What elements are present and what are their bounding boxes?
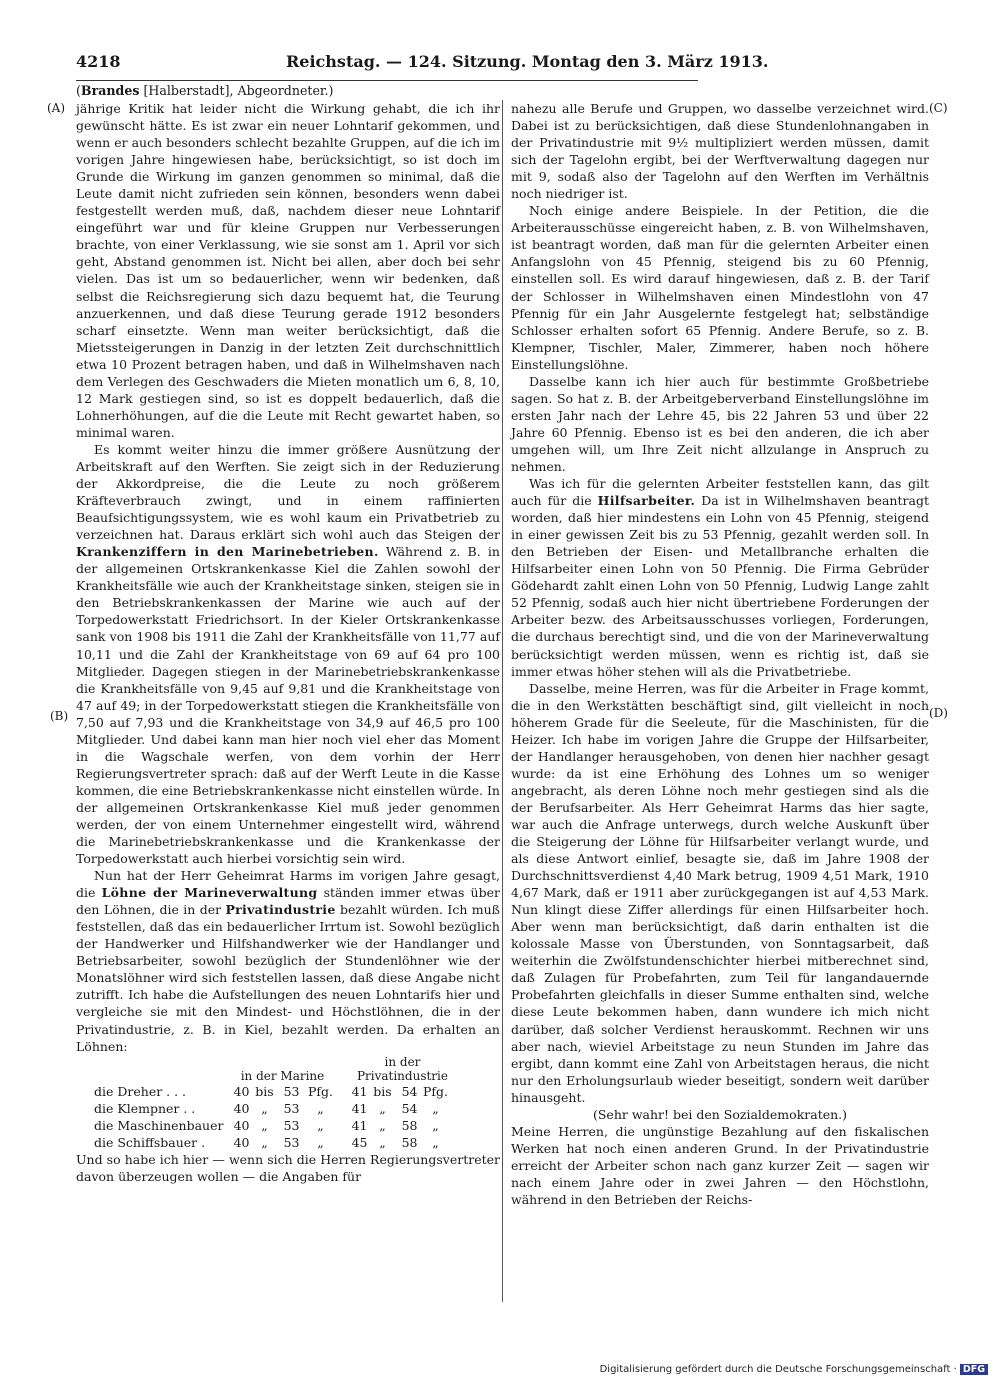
cell: „ (261, 1100, 268, 1116)
digitization-credit (600, 1364, 988, 1375)
cell: 53 (283, 1134, 300, 1150)
cell: 54 (401, 1100, 418, 1116)
row-label: die Dreher . . . (94, 1083, 187, 1099)
left-column (76, 100, 500, 1185)
paragraph (76, 441, 500, 867)
cell: 54 (401, 1083, 418, 1099)
credit-text: Digitalisierung gefördert durch die Deutsche Forschungsgemeinschaft · (599, 1364, 957, 1375)
cell: 53 (283, 1117, 300, 1133)
margin-marker-b: (B) (50, 709, 69, 723)
margin-marker-a: (A) (47, 101, 66, 115)
paragraph: Dasselbe kann ich hier auch für bestimmte Großbetriebe sagen. So hat z. B. der Arbeitgeberverband Einstellungslöhne im ersten Jahr nach der Lehre 45, bis 22 Jahren 53 und über 22 Jahre 60 Pfennig. Ebenso ist es bei den anderen, die ich aber umgehen will, um Ihre Zeit nicht allzulange in Anspruch zu nehmen. (511, 373, 929, 474)
cell: 40 (233, 1117, 250, 1133)
text-run: Da ist in Wilhelmshaven beantragt worden, daß hier mindestens ein Lohn von 45 Pfennig, steigend in einer gewissen Zeit bis zu 53 Pfennig, gezahlt werden soll. In den Betrieben der Eisen- und Metallbranche erhalten die Hilfsarbeiter einen Lohn von 50 Pfennig. Die Firma Gebrüder Gödehardt zahlt einen Lohn von 50 Pfennig, Ludwig Lange zahlt 52 Pfennig, sodaß auch hier nicht übertriebene Forderungen der Arbeiter bezw. des Arbeitsausschusses vorliegen, Forderungen, die durchaus berechtigt sind, und die von der Marineverwaltung berücksichtigt werden müssen, wenn es richtig ist, daß sie immer etwas höher stehen will als die Privatbetriebe. (511, 493, 929, 679)
cell: 53 (283, 1083, 300, 1099)
wage-table-header (76, 1055, 453, 1083)
cell: „ (261, 1117, 268, 1133)
speaker-detail: [Halberstadt], Abgeordneter.) (143, 83, 334, 98)
cell: „ (317, 1100, 324, 1116)
bold-heading: Privatindustrie (225, 902, 336, 918)
paragraph: Und so habe ich hier — wenn sich die Herren Regierungsvertreter davon überzeugen wollen — die Angaben für (76, 1151, 500, 1184)
cell: 41 (351, 1083, 368, 1099)
table-row (76, 1083, 453, 1100)
text-run: ständen immer etwas über den Löhnen, die in der (76, 885, 500, 918)
cell: bis (373, 1083, 392, 1099)
bold-heading: Löhne der Marineverwaltung (101, 885, 318, 901)
cell: 58 (401, 1117, 418, 1133)
bold-heading: Hilfsarbeiter. (597, 493, 696, 509)
paragraph: Dasselbe, meine Herren, was für die Arbeiter in Frage kommt, die in den Werkstätten beschäftigt sind, gilt vielleicht in noch höherem Grade für die Seeleute, für die Maschinisten, für die Heizer. Ich habe im vorigen Jahre die Gruppe der Hilfsarbeiter, der Handlanger herausgehoben, von denen hier nachher gesagt wurde: da ist eine Erhöhung des Lohnes um so weniger angebracht, als deren Löhne noch mehr gestiegen sind als die der Berufsarbeiter. Als Herr Geheimrat Harms das hier sagte, war auch die Anfrage unterwegs, durch welche Auskunft über die Steigerung der Löhne für Hilfsarbeiter verlangt wurde, und als diese Antwort einlief, besagte sie, daß im Jahre 1908 der Durchschnittsverdienst 4,40 Mark betrug, 1909 4,51 Mark, 1910 4,67 Mark, daß er 1911 aber zurückgegangen ist auf 4,53 Mark. Nun klingt diese Ziffer allerdings für einen Hilfsarbeiter hoch. Aber wenn man berücksichtigt, daß darin enthalten ist die kolossale Masse von Überstunden, von Sonntagsarbeit, daß weiterhin die Zwölfstundenschichter hierbei mitberechnet sind, daß Zulagen für Probefahrten, zum Teil für langandauernde Probefahrten gleichfalls in dieser Summe enthalten sind, welche diese Leute bekommen haben, dann wundere ich mich nicht darüber, daß solcher Verdienst herauskommt. Rechnen wir uns aber nach, wieviel Arbeitstage zu neun Stunden im Jahre das ergibt, dann kommt eine Zahl von Arbeitstagen heraus, die nicht nur den Erholungsurlaub wieder beseitigt, sondern weit darüber hinausgeht. (511, 680, 929, 1105)
table-row (76, 1100, 453, 1117)
row-label: die Maschinenbauer (94, 1117, 224, 1133)
cell: 53 (283, 1100, 300, 1116)
cell: „ (261, 1134, 268, 1150)
header-rule (76, 80, 698, 81)
cell: bis (255, 1083, 274, 1099)
cell: 45 (351, 1134, 368, 1150)
header-marine: in der Marine (240, 1068, 325, 1083)
text-run: bezahlt würden. Ich muß feststellen, daß das ein bedauerlicher Irrtum ist. Sowohl bezüglich der Handwerker und Hilfshandwerker wie der Handlanger und Betriebsarbeiter, sowohl bezüglich der Stundenlöhner wie der Monatslöhner wird sich feststellen lassen, daß diese Angabe nicht zutrifft. Ich habe die Aufstellungen des neuen Lohntarifs hier und vergleiche sie mit den Mindest- und Höchstlöhnen, die in der Privatindustrie, z. B. in Kiel, bezahlt werden. Da erhalten an Löhnen: (76, 902, 500, 1054)
cell: „ (432, 1100, 439, 1116)
cell: 41 (351, 1117, 368, 1133)
row-label: die Schiffsbauer . (94, 1134, 206, 1150)
running-title: Reichstag. — 124. Sitzung. Montag den 3. März 1913. (286, 52, 769, 71)
margin-marker-c: (C) (929, 101, 948, 115)
wage-table (76, 1055, 453, 1151)
cell: 58 (401, 1134, 418, 1150)
column-divider (502, 100, 503, 1302)
paragraph (511, 475, 929, 680)
interjection: (Sehr wahr! bei den Sozialdemokraten.) (592, 1106, 848, 1122)
table-row (76, 1134, 453, 1151)
page-number: 4218 (76, 52, 121, 71)
text-run: Während z. B. in der allgemeinen Ortskrankenkasse Kiel die Zahlen sowohl der Krankheitsfälle wie auch der Krankheitstage sinken, steigen sie in den Betriebskrankenkassen der Marine wie auch auf der Torpedowerkstatt Friedrichsort. In der Kieler Ortskrankenkasse sank von 1908 bis 1911 die Zahl der Krankheitsfälle von 11,77 auf 10,11 und die Zahl der Krankheitstage von 69 auf 64 pro 100 Mitglieder. Dagegen stiegen in der Marinebetriebskrankenkasse die Krankheitsfälle von 9,45 auf 9,81 und die Krankheitstage von 47 auf 49; in der Torpedowerkstatt stiegen die Krankheitsfälle von 7,50 auf 7,93 und die Krankheitstage von 34,9 auf 46,5 pro 100 Mitglieder. Und dabei kann man hier noch viel eher das Moment in die Wagschale werfen, von dem vorhin der Herr Regierungsvertreter sprach: daß auf der Werft Leute in die Kasse kommen, die eine Betriebskrankenkasse nicht einstellen würde. In der allgemeinen Ortskrankenkasse Kiel muß jeder genommen werden, der von einem Unternehmer eingestellt wird, während die Marinebetriebskrankenkasse und die Krankenkasse der Torpedowerkstatt auch hierbei vorsichtig sein wird. (76, 544, 500, 867)
page-header (76, 52, 1000, 76)
paragraph: Meine Herren, die ungünstige Bezahlung auf den fiskalischen Werken hat noch einen anderen Grund. In der Privatindustrie erreicht der Arbeiter schon nach ganz kurzer Zeit — sagen wir nach einem Jahre oder in zwei Jahren — den Höchstlohn, während in den Betrieben der Reichs- (511, 1123, 929, 1207)
cell: „ (317, 1117, 324, 1133)
text-run: Nun hat der Herr Geheimrat Harms im vorigen Jahre gesagt, die (76, 868, 500, 901)
paragraph: Noch einige andere Beispiele. In der Petition, die die Arbeiterausschüsse eingereicht haben, z. B. von Wilhelmshaven, ist beantragt worden, daß man für die gelernten Arbeiter einen Anfangslohn von 45 Pfennig, steigend bis zu 60 Pfennig, einstellen soll. Es wird darauf hingewiesen, daß z. B. der Tarif der Schlosser in Wilhelmshaven einen Mindestlohn von 47 Pfennig für ein Jahr Ausgelernte festgelegt hat; selbständige Schlosser erhalten sofort 65 Pfennig. Andere Berufe, so z. B. Klempner, Tischler, Maler, Zimmerer, haben noch höhere Einstellungslöhne. (511, 203, 929, 372)
cell: 40 (233, 1100, 250, 1116)
cell: Pfg. (422, 1083, 448, 1099)
right-column (511, 100, 929, 1208)
cell: „ (317, 1134, 324, 1150)
cell: 40 (233, 1134, 250, 1150)
paragraph: nahezu alle Berufe und Gruppen, wo dasselbe verzeichnet wird. Dabei ist zu berücksichtigen, daß diese Stundenlohnangaben in der Privatindustrie mit 9½ multipliziert werden müssen, damit sich der Tagelohn ergibt, bei der Werftverwaltung dagegen nur mit 9, sodaß also der Tagelohn auf den Werften im Verhältnis noch niedriger ist. (511, 101, 929, 202)
cell: „ (432, 1117, 439, 1133)
dfg-logo: DFG (960, 1364, 988, 1375)
cell: „ (379, 1134, 386, 1150)
cell: „ (379, 1100, 386, 1116)
cell: 41 (351, 1100, 368, 1116)
cell: „ (379, 1117, 386, 1133)
paragraph: jährige Kritik hat leider nicht die Wirkung gehabt, die ich ihr gewünscht hätte. Es ist zwar ein neuer Lohntarif gekommen, und wenn er auch besonders schlecht bezahlte Gruppen, auf die ich im vorigen Jahre hingewiesen habe, berücksichtigt, so ist doch im Grunde die Wirkung im ganzen genommen so minimal, daß die Leute damit nicht zufrieden sein können, besonders wenn dabei festgestellt werden muß, daß, nachdem dieser neue Lohntarif eingeführt war und für kleine Gruppen nur Verbesserungen brachte, von einer Verklassung, wie sie sonst am 1. April vor sich geht, Abstand genommen ist. Nicht bei allen, aber doch bei sehr vielen. Das ist um so bedauerlicher, wenn wir bedenken, daß selbst die Reichsregierung sich dazu bequemt hat, die Teurung anzuerkennen, und daß diese Teurung gerade 1912 besonders scharf einsetzte. Wenn man weiter berücksichtigt, daß die Mietssteigerungen in Danzig in der letzten Zeit durchschnittlich etwa 10 Prozent betragen haben, und daß in Wilhelmshaven nach dem Verlegen des Geschwaders die Mieten monatlich um 6, 8, 10, 12 Mark gestiegen sind, so ist es doppelt bedauerlich, daß die Lohnerhöhungen, auf die die Leute mit Recht gewartet haben, so minimal waren. (76, 101, 500, 440)
text-run: Es kommt weiter hinzu die immer größere Ausnützung der Arbeitskraft auf den Werften. Sie zeigt sich in der Reduzierung der Akkordpreise, die die Leute zu noch größerem Kräfteverbrauch zwingt, und in einem raffinierten Beaufsichtigungssystem, wie es wohl kaum ein Privatbetrieb zu verzeichnen hat. Daraus erklärt sich wohl auch das Steigen der (76, 441, 500, 543)
paragraph (76, 867, 500, 1055)
header-private: in der Privatindustrie (356, 1054, 448, 1083)
cell: 40 (233, 1083, 250, 1099)
speaker-name: Brandes (80, 83, 140, 98)
row-label: die Klempner . . (94, 1100, 196, 1116)
cell: „ (432, 1134, 439, 1150)
table-row (76, 1117, 453, 1134)
margin-marker-d: (D) (929, 706, 948, 720)
cell: Pfg. (307, 1083, 333, 1099)
bold-heading: Krankenziffern in den Marinebetrieben. (76, 544, 379, 560)
speaker-line: (Brandes [Halberstadt], Abgeordneter.) (76, 83, 334, 98)
text-run: Was ich für die gelernten Arbeiter feststellen kann, das gilt auch für die (511, 476, 929, 509)
